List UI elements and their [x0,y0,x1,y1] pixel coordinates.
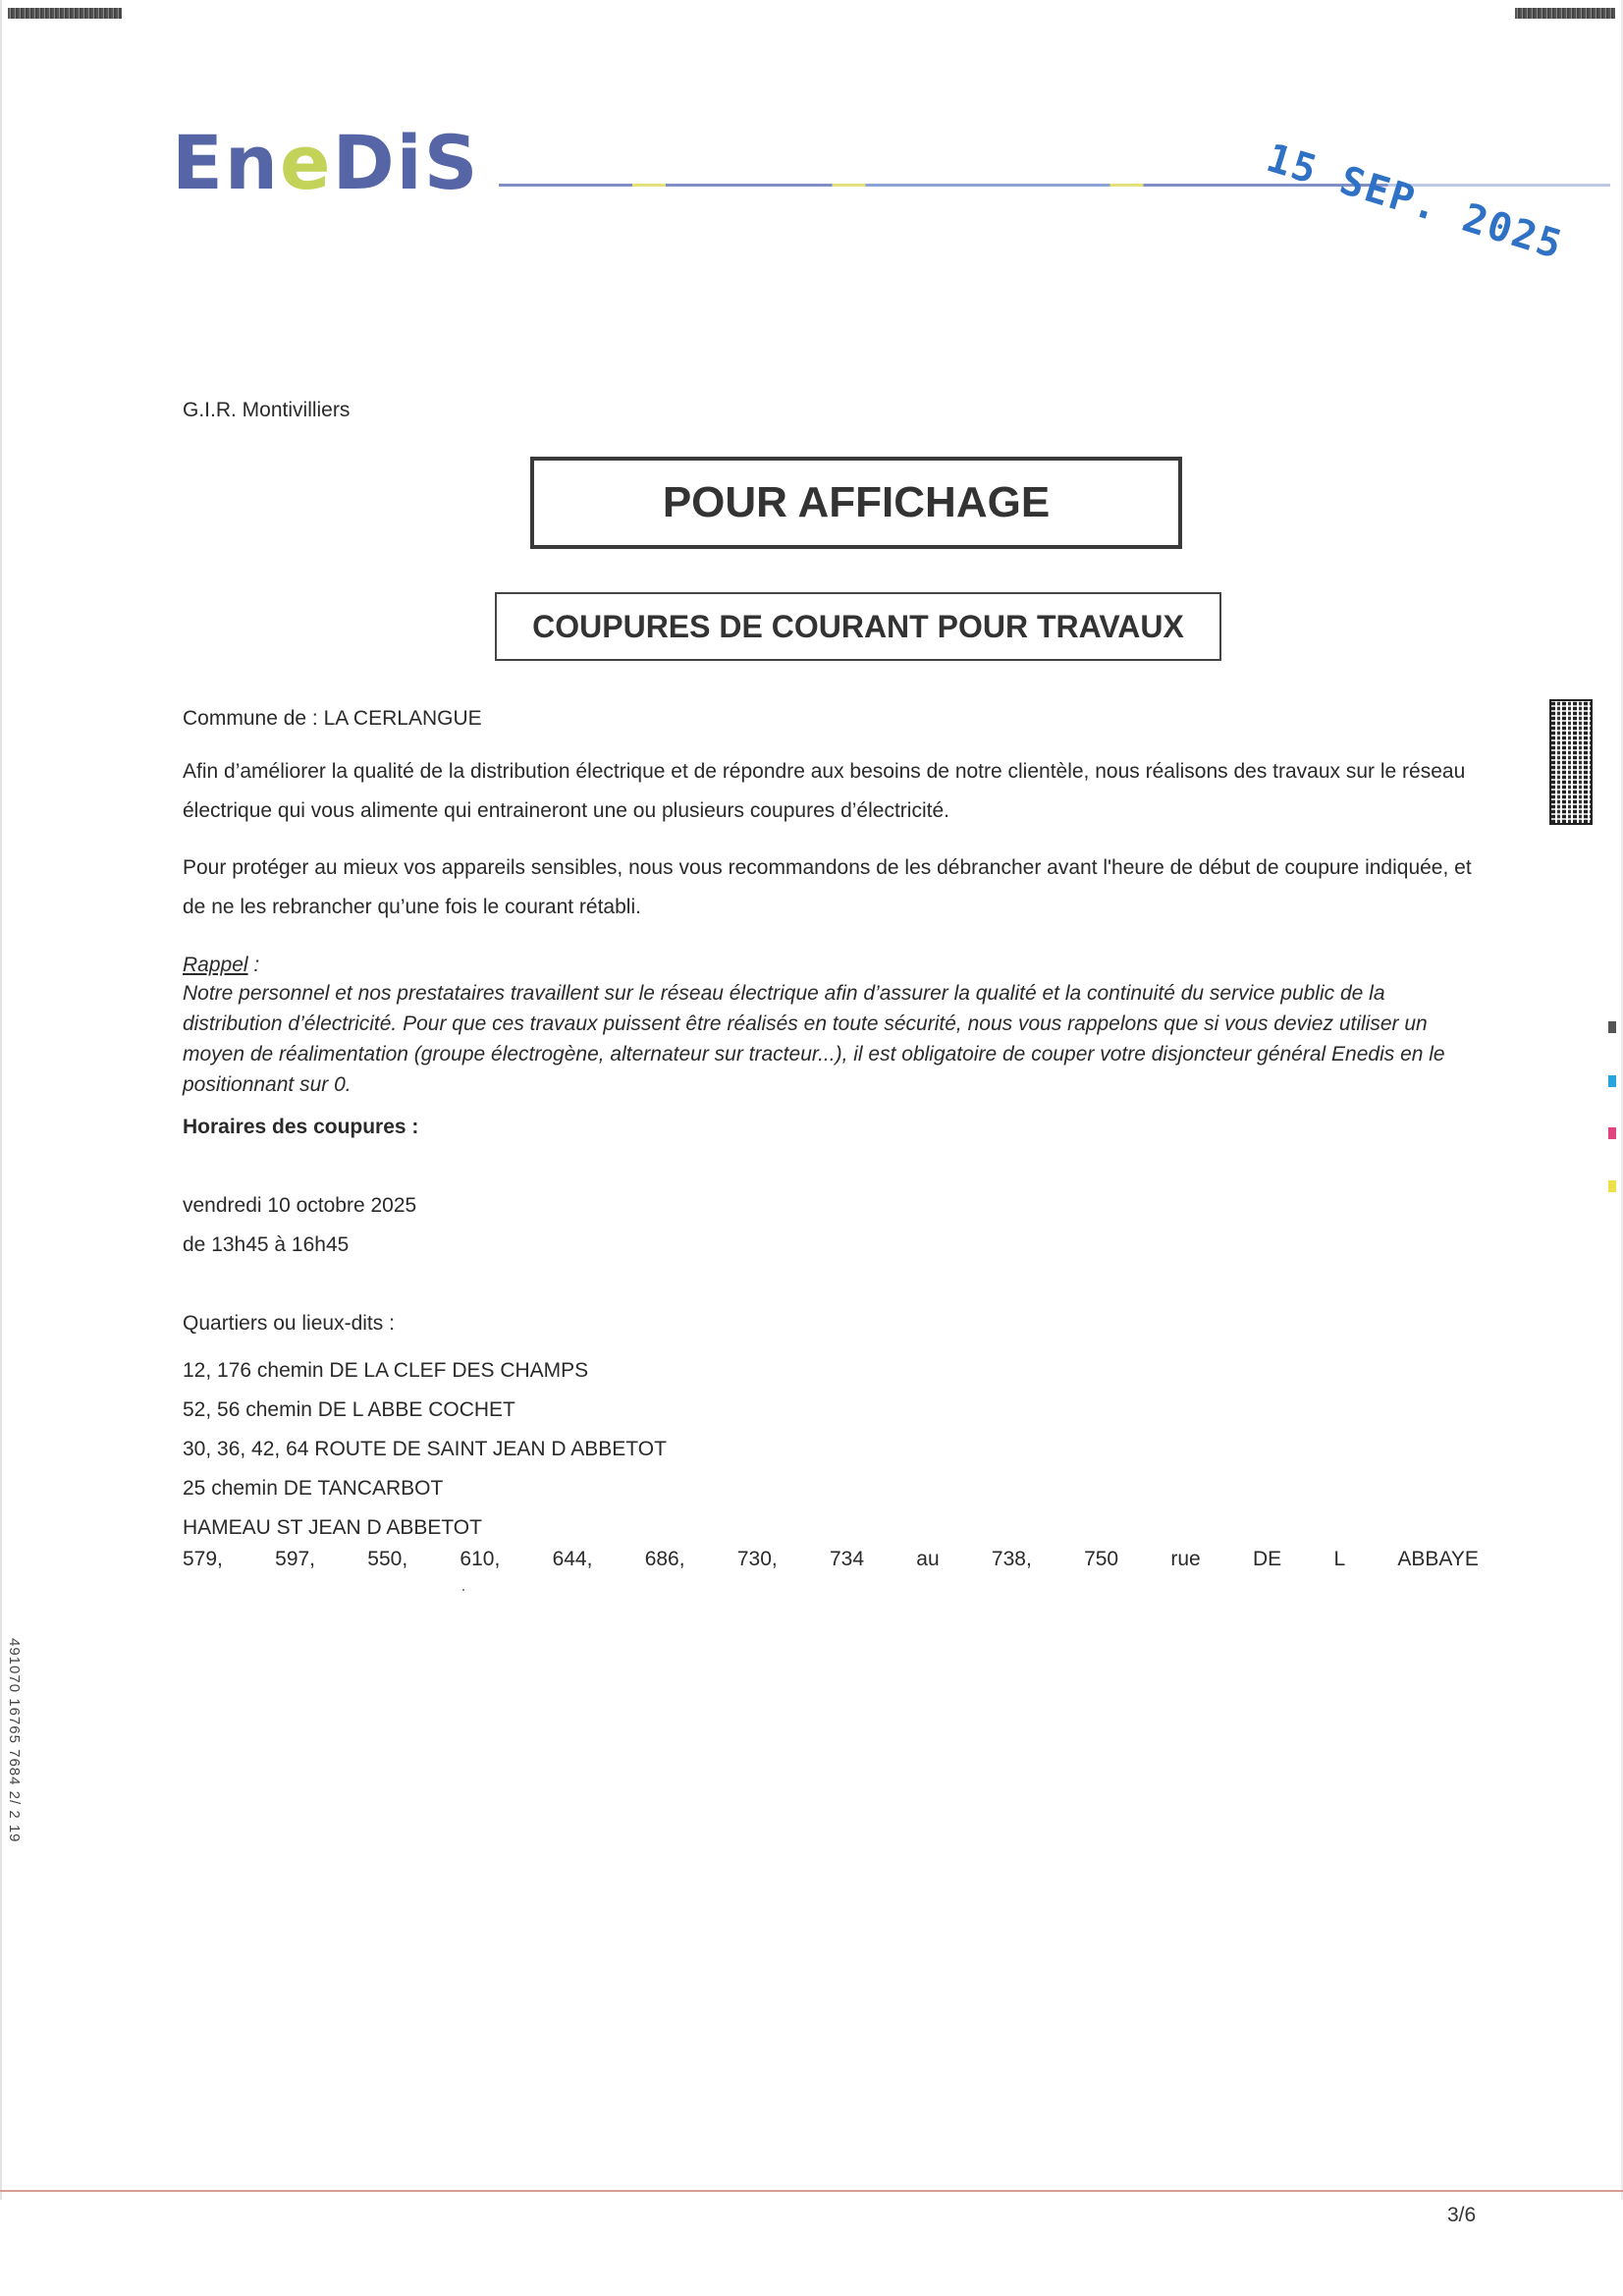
address-word: L [1333,1548,1346,1570]
address-word: rue [1170,1548,1201,1570]
logo-part-3: DiS [332,119,480,206]
page-number: 3/6 [1447,2204,1477,2226]
address-word: 730, [736,1548,778,1570]
side-print-code: 491070 16765 7684 2/ 2 19 [6,1638,23,1843]
address-word: DE [1253,1548,1282,1570]
address-last-line [183,1548,1479,1571]
address-word: 734 [829,1548,865,1570]
rappel-label-suffix: : [247,954,260,976]
sender-name: G.I.R. Montivilliers [183,399,351,421]
list-item: HAMEAU ST JEAN D ABBETOT [183,1516,482,1539]
address-word: ABBAYE [1397,1548,1479,1570]
list-item: 25 chemin DE TANCARBOT [183,1477,444,1500]
address-word: 644, [552,1548,593,1570]
registration-mark-cyan [1608,1075,1616,1087]
rappel-label-text: Rappel [183,954,248,976]
address-word: 550, [367,1548,408,1570]
scan-mark-top-left [8,8,122,19]
advice-paragraph: Pour protéger au mieux vos appareils sensibles, nous vous recommandons de les débrancher avant l'heure de début de coupure indiquée, et de ne les rebrancher qu’une fois le courant rétabli. [183,856,1472,918]
intro-paragraph: Afin d’améliorer la qualité de la distribution électrique et de répondre aux besoins de notre clientèle, nous réalisons des travaux sur le réseau électrique qui vous alimente qui entraineront une ou plusieurs coupures d’électricité. [183,760,1466,822]
address-word: 750 [1084,1548,1119,1570]
title-box [530,457,1182,549]
subtitle-box [495,592,1221,661]
scan-mark-top-right [1515,8,1615,19]
enedis-logo [172,119,480,206]
address-word: au [916,1548,940,1570]
address-list [183,1351,667,1548]
address-word: 738, [991,1548,1032,1570]
scan-speck [462,1589,464,1591]
horaires-heading: Horaires des coupures : [183,1116,419,1138]
address-word: 686, [644,1548,685,1570]
outage-hours: de 13h45 à 16h45 [183,1233,350,1256]
registration-mark-black [1608,1021,1616,1033]
outage-date: vendredi 10 octobre 2025 [183,1194,417,1217]
page-title: POUR AFFICHAGE [662,478,1051,526]
commune-line: Commune de : LA CERLANGUE [183,707,482,730]
logo-part-1: En [172,119,281,206]
registration-mark-yellow [1608,1180,1616,1192]
left-page-edge [0,0,2,2200]
rappel-body: Notre personnel et nos prestataires travaillent sur le réseau électrique afin d’assurer la qualité et la continuité du service public de la distribution d’électricité. Pour que ces travaux puissent être réalisés en toute sécurité, nous vous rappelons que si vous deviez utiliser un moyen de réalimentation (groupe électrogène, alternateur sur tracteur...), il est obligatoire de couper votre disjoncteur général Enedis en le positionnant sur 0. [183,982,1445,1096]
address-word: 579, [183,1548,223,1570]
address-word: 610, [460,1548,501,1570]
rappel-label [183,951,259,980]
list-item: 52, 56 chemin DE L ABBE COCHET [183,1398,515,1421]
registration-mark-magenta [1608,1127,1616,1139]
list-item: 12, 176 chemin DE LA CLEF DES CHAMPS [183,1359,589,1382]
logo-part-2: e [280,119,333,206]
page-subtitle: COUPURES DE COURANT POUR TRAVAUX [532,608,1184,644]
address-word: 597, [275,1548,316,1570]
date-stamp: 15 SEP. 2025 [1261,136,1569,269]
footer-rule [0,2190,1623,2192]
header-rule [499,184,1610,187]
quartiers-heading: Quartiers ou lieux-dits : [183,1312,395,1335]
list-item: 30, 36, 42, 64 ROUTE DE SAINT JEAN D ABBETOT [183,1438,667,1460]
datamatrix-code [1549,699,1593,825]
